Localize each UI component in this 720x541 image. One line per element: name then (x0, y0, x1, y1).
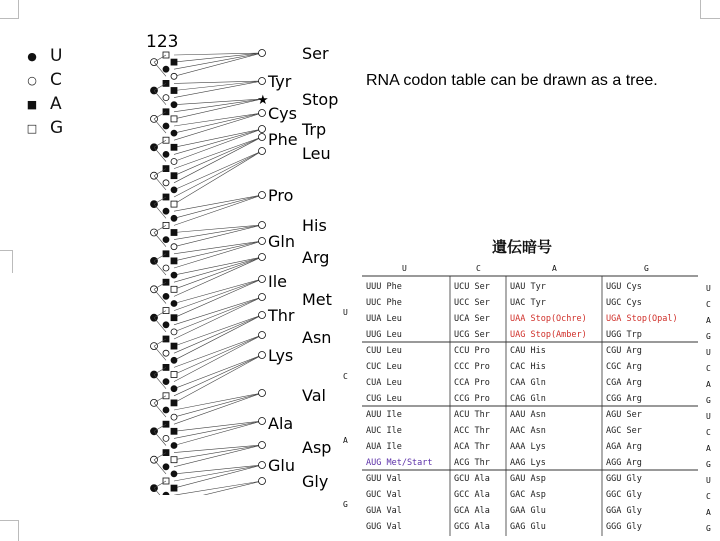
codon-cell: GAC Asp (510, 490, 546, 500)
codon-table (362, 258, 698, 536)
tree-edge (154, 424, 166, 431)
tree-node (171, 372, 177, 378)
tree-edge (174, 151, 262, 197)
tree-edge (154, 367, 166, 374)
tree-edge (174, 335, 262, 367)
corner-mark (700, 0, 720, 19)
tree-node (171, 173, 177, 179)
codon-cell: UUU Phe (366, 282, 402, 292)
tree-edge (174, 257, 262, 282)
right-letter: U (706, 412, 711, 421)
tree-node (171, 315, 177, 321)
codon-cell: CUG Leu (366, 394, 402, 404)
tree-node (163, 237, 169, 243)
tree-node (171, 201, 177, 207)
aa-node (259, 276, 266, 283)
codon-cell: UCU Ser (454, 282, 490, 292)
codon-cell: AGU Ser (606, 410, 642, 420)
tree-edge (174, 481, 262, 495)
tree-edge (154, 55, 166, 62)
aa-label: Leu (302, 144, 331, 163)
aa-label: Thr (268, 306, 295, 325)
tree-edge (174, 279, 262, 318)
tree-node (171, 343, 177, 349)
codon-tree-diagram (130, 25, 360, 495)
codon-cell: ACA Thr (454, 442, 490, 452)
tree-edge (174, 195, 262, 218)
tree-node (171, 471, 177, 477)
aa-label: Phe (268, 130, 298, 149)
codon-cell: GGU Gly (606, 474, 642, 484)
tree-edge (154, 197, 166, 204)
legend-row (22, 68, 63, 92)
aa-node (259, 134, 266, 141)
tree-edge (174, 257, 262, 289)
right-letter: A (706, 316, 711, 325)
tree-node (171, 159, 177, 165)
legend (22, 44, 63, 140)
right-letter: C (706, 428, 711, 437)
tree-node (171, 329, 177, 335)
corner-mark (0, 250, 13, 273)
tree-edge (174, 53, 262, 76)
col-header: A (552, 264, 557, 273)
aa-label: Trp (302, 120, 327, 139)
aa-label: Ile (268, 272, 288, 291)
tree-node (171, 102, 177, 108)
codon-cell: CAU His (510, 346, 546, 356)
tree-edge (174, 225, 262, 240)
tree-header: 123 (146, 32, 179, 52)
tree-edge (154, 140, 166, 147)
codon-cell: UGA Stop(Opal) (606, 314, 678, 324)
tree-edge (174, 315, 262, 346)
aa-node (259, 478, 266, 485)
corner-mark (0, 0, 19, 19)
aa-node (259, 148, 266, 155)
tree-edge (174, 195, 262, 225)
codon-cell: CCC Pro (454, 362, 490, 372)
col-header: C (476, 264, 481, 273)
tree-edge (174, 99, 262, 112)
codon-cell: CCU Pro (454, 346, 490, 356)
tree-node (171, 386, 177, 392)
tree-edge (174, 335, 262, 375)
table-title: 遺伝暗号 (492, 238, 553, 256)
legend-symbol: ● (27, 49, 37, 63)
tree-node (163, 435, 169, 441)
legend-letter: A (50, 94, 62, 114)
codon-cell: UUA Leu (366, 314, 402, 324)
right-letter: U (706, 476, 711, 485)
tree-edge (174, 241, 262, 268)
right-letter: G (706, 460, 711, 469)
codon-cell: CAA Gln (510, 378, 546, 388)
tree-edge (174, 257, 262, 296)
aa-node (259, 352, 266, 359)
tree-edge (174, 225, 262, 233)
aa-label: Pro (268, 186, 294, 205)
tree-edge (174, 465, 262, 481)
codon-cell: UAU Tyr (510, 282, 546, 292)
legend-row (22, 44, 63, 68)
tree-edge (174, 195, 262, 211)
codon-cell: AAA Lys (510, 442, 546, 452)
codon-cell: GUG Val (366, 522, 402, 532)
codon-cell: ACG Thr (454, 458, 490, 468)
codon-cell: CGC Arg (606, 362, 642, 372)
legend-symbol: □ (26, 121, 38, 135)
col-header: U (402, 264, 407, 273)
codon-cell: CAG Gln (510, 394, 546, 404)
legend-symbol: ■ (26, 97, 38, 111)
legend-symbol: ○ (27, 73, 37, 87)
aa-node (259, 462, 266, 469)
aa-label: Ala (268, 414, 294, 433)
codon-cell: AGC Ser (606, 426, 642, 436)
codon-cell: UCC Ser (454, 298, 490, 308)
tree-edge (174, 113, 262, 126)
tree-edge (174, 355, 262, 389)
codon-cell: ACU Thr (454, 410, 490, 420)
tree-edge (174, 279, 262, 311)
right-letter: A (706, 444, 711, 453)
row-header: C (343, 372, 348, 381)
tree-edge (154, 339, 166, 346)
tree-node (171, 286, 177, 292)
tree-edge (174, 225, 262, 247)
aa-node (259, 192, 266, 199)
tree-edge (154, 282, 166, 289)
aa-node (259, 222, 266, 229)
row-header: G (343, 500, 348, 509)
tree-node (171, 59, 177, 65)
aa-node (259, 78, 266, 85)
tree-edge (154, 83, 166, 90)
tree-edge (174, 53, 262, 55)
tree-node (163, 322, 169, 328)
tree-node (163, 208, 169, 214)
codon-cell: GCC Ala (454, 490, 490, 500)
tree-edge (154, 112, 166, 119)
codon-cell: GCG Ala (454, 522, 490, 532)
tree-edge (174, 151, 262, 204)
codon-cell: GAA Glu (510, 506, 546, 516)
tree-node (163, 66, 169, 72)
tree-edge (174, 445, 262, 460)
aa-label: Met (302, 290, 332, 309)
codon-cell: UCG Ser (454, 330, 490, 340)
codon-cell: UAC Tyr (510, 298, 546, 308)
tree-node (163, 464, 169, 470)
codon-cell: GUU Val (366, 474, 402, 484)
codon-cell: AAC Asn (510, 426, 546, 436)
tree-node (171, 272, 177, 278)
tree-edge (174, 393, 262, 417)
codon-cell: CCA Pro (454, 378, 490, 388)
codon-cell: CGA Arg (606, 378, 642, 388)
tree-edge (174, 113, 262, 140)
tree-node (163, 407, 169, 413)
aa-label: Gln (268, 232, 295, 251)
aa-label: Val (302, 386, 326, 405)
right-letter: C (706, 492, 711, 501)
aa-label: Glu (268, 456, 295, 475)
tree-edge (154, 481, 166, 488)
right-letter: C (706, 364, 711, 373)
tree-edge (154, 396, 166, 403)
tree-edge (174, 297, 262, 339)
right-letter: U (706, 284, 711, 293)
tree-node (163, 180, 169, 186)
tree-edge (174, 137, 262, 183)
aa-label: Asn (302, 328, 332, 347)
tree-node (171, 400, 177, 406)
tree-edge (174, 129, 262, 147)
tree-node (171, 485, 177, 491)
codon-cell: UUG Leu (366, 330, 402, 340)
aa-node (259, 442, 266, 449)
codon-cell: CUC Leu (366, 362, 402, 372)
codon-cell: CUA Leu (366, 378, 402, 388)
codon-cell: UGU Cys (606, 282, 642, 292)
tree-edge (174, 315, 262, 360)
caption: RNA codon table can be drawn as a tree. (366, 72, 658, 89)
codon-cell: CAC His (510, 362, 546, 372)
aa-node (259, 390, 266, 397)
tree-node (163, 151, 169, 157)
tree-node (163, 265, 169, 271)
right-letter: G (706, 332, 711, 341)
aa-node (259, 254, 266, 261)
codon-cell: AUA Ile (366, 442, 402, 452)
tree-edge (174, 355, 262, 396)
codon-cell: UAG Stop(Amber) (510, 330, 587, 340)
tree-node (171, 258, 177, 264)
right-letter: A (706, 380, 711, 389)
aa-label: Tyr (268, 72, 292, 91)
tree-node (163, 123, 169, 129)
aa-label: Lys (268, 346, 294, 365)
tree-edge (154, 311, 166, 318)
tree-node (171, 414, 177, 420)
codon-cell: GGG Gly (606, 522, 642, 532)
codon-cell: GUC Val (366, 490, 402, 500)
tree-node (163, 95, 169, 101)
tree-node (171, 230, 177, 236)
right-letter: U (706, 348, 711, 357)
codon-cell: CGG Arg (606, 394, 642, 404)
tree-node (171, 130, 177, 136)
row-header: U (343, 308, 348, 317)
legend-letter: U (50, 46, 63, 66)
codon-cell: CGU Arg (606, 346, 642, 356)
tree-node (163, 293, 169, 299)
tree-node (171, 116, 177, 122)
aa-node (259, 294, 266, 301)
codon-cell: CCG Pro (454, 394, 490, 404)
tree-edge (174, 445, 262, 467)
aa-label: Ser (302, 44, 329, 63)
tree-node (171, 357, 177, 363)
aa-label: His (302, 216, 327, 235)
codon-cell: UGC Cys (606, 298, 642, 308)
tree-edge (174, 53, 262, 69)
tree-node (163, 379, 169, 385)
codon-cell: GGA Gly (606, 506, 642, 516)
aa-label: Arg (302, 248, 330, 267)
codon-cell: AGA Arg (606, 442, 642, 452)
codon-cell: GUA Val (366, 506, 402, 516)
codon-cell: UGG Trp (606, 330, 642, 340)
tree-edge (174, 421, 262, 446)
aa-node (259, 312, 266, 319)
aa-node (259, 50, 266, 57)
codon-cell: AUU Ile (366, 410, 402, 420)
aa-label: Stop (302, 90, 339, 109)
codon-cell: UCA Ser (454, 314, 490, 324)
tree-edge (154, 225, 166, 232)
aa-node (259, 332, 266, 339)
tree-edge (154, 453, 166, 460)
tree-edge (174, 257, 262, 275)
tree-node (171, 144, 177, 150)
tree-edge (174, 53, 262, 62)
tree-node (171, 428, 177, 434)
codon-cell: GAG Glu (510, 522, 546, 532)
codon-cell: GCA Ala (454, 506, 490, 516)
aa-label: Asp (302, 438, 332, 457)
codon-cell: ACC Thr (454, 426, 490, 436)
legend-letter: G (50, 118, 64, 138)
tree-edge (174, 241, 262, 254)
tree-edge (174, 465, 262, 488)
legend-letter: C (50, 70, 62, 90)
right-letter: A (706, 508, 711, 517)
tree-node (171, 457, 177, 463)
legend-row (22, 116, 63, 140)
codon-cell: UUC Phe (366, 298, 402, 308)
aa-node (259, 238, 266, 245)
codon-cell: AAU Asn (510, 410, 546, 420)
tree-edge (174, 465, 262, 474)
tree-edge (174, 241, 262, 261)
tree-edge (174, 445, 262, 453)
right-letter: G (706, 396, 711, 405)
aa-label: Cys (268, 104, 297, 123)
col-header: G (644, 264, 649, 273)
row-header: A (343, 436, 348, 445)
tree-node (171, 301, 177, 307)
tree-node (171, 88, 177, 94)
right-letter: G (706, 524, 711, 533)
codon-cell: GGC Gly (606, 490, 642, 500)
codon-cell: AGG Arg (606, 458, 642, 468)
legend-row (22, 92, 63, 116)
tree-edge (174, 393, 262, 424)
tree-edge (154, 169, 166, 176)
tree-node (163, 492, 169, 495)
stop-node: ★ (257, 93, 269, 108)
tree-node (163, 251, 169, 257)
codon-cell: UAA Stop(Ochre) (510, 314, 587, 324)
tree-node (171, 443, 177, 449)
codon-cell: GCU Ala (454, 474, 490, 484)
aa-label: Gly (302, 472, 329, 491)
tree-node (171, 215, 177, 221)
codon-cell: AAG Lys (510, 458, 546, 468)
tree-edge (154, 254, 166, 261)
tree-node (163, 350, 169, 356)
aa-node (259, 110, 266, 117)
tree-edge (174, 279, 262, 304)
tree-edge (174, 335, 262, 382)
codon-cell: CUU Leu (366, 346, 402, 356)
aa-node (259, 418, 266, 425)
tree-node (171, 187, 177, 193)
tree-node (171, 244, 177, 250)
corner-mark (0, 520, 19, 541)
codon-cell: GAU Asp (510, 474, 546, 484)
codon-cell: AUC Ile (366, 426, 402, 436)
codon-cell: AUG Met/Start (366, 458, 433, 468)
aa-node (259, 126, 266, 133)
right-letter: C (706, 300, 711, 309)
tree-edge (174, 297, 262, 332)
tree-node (171, 73, 177, 79)
